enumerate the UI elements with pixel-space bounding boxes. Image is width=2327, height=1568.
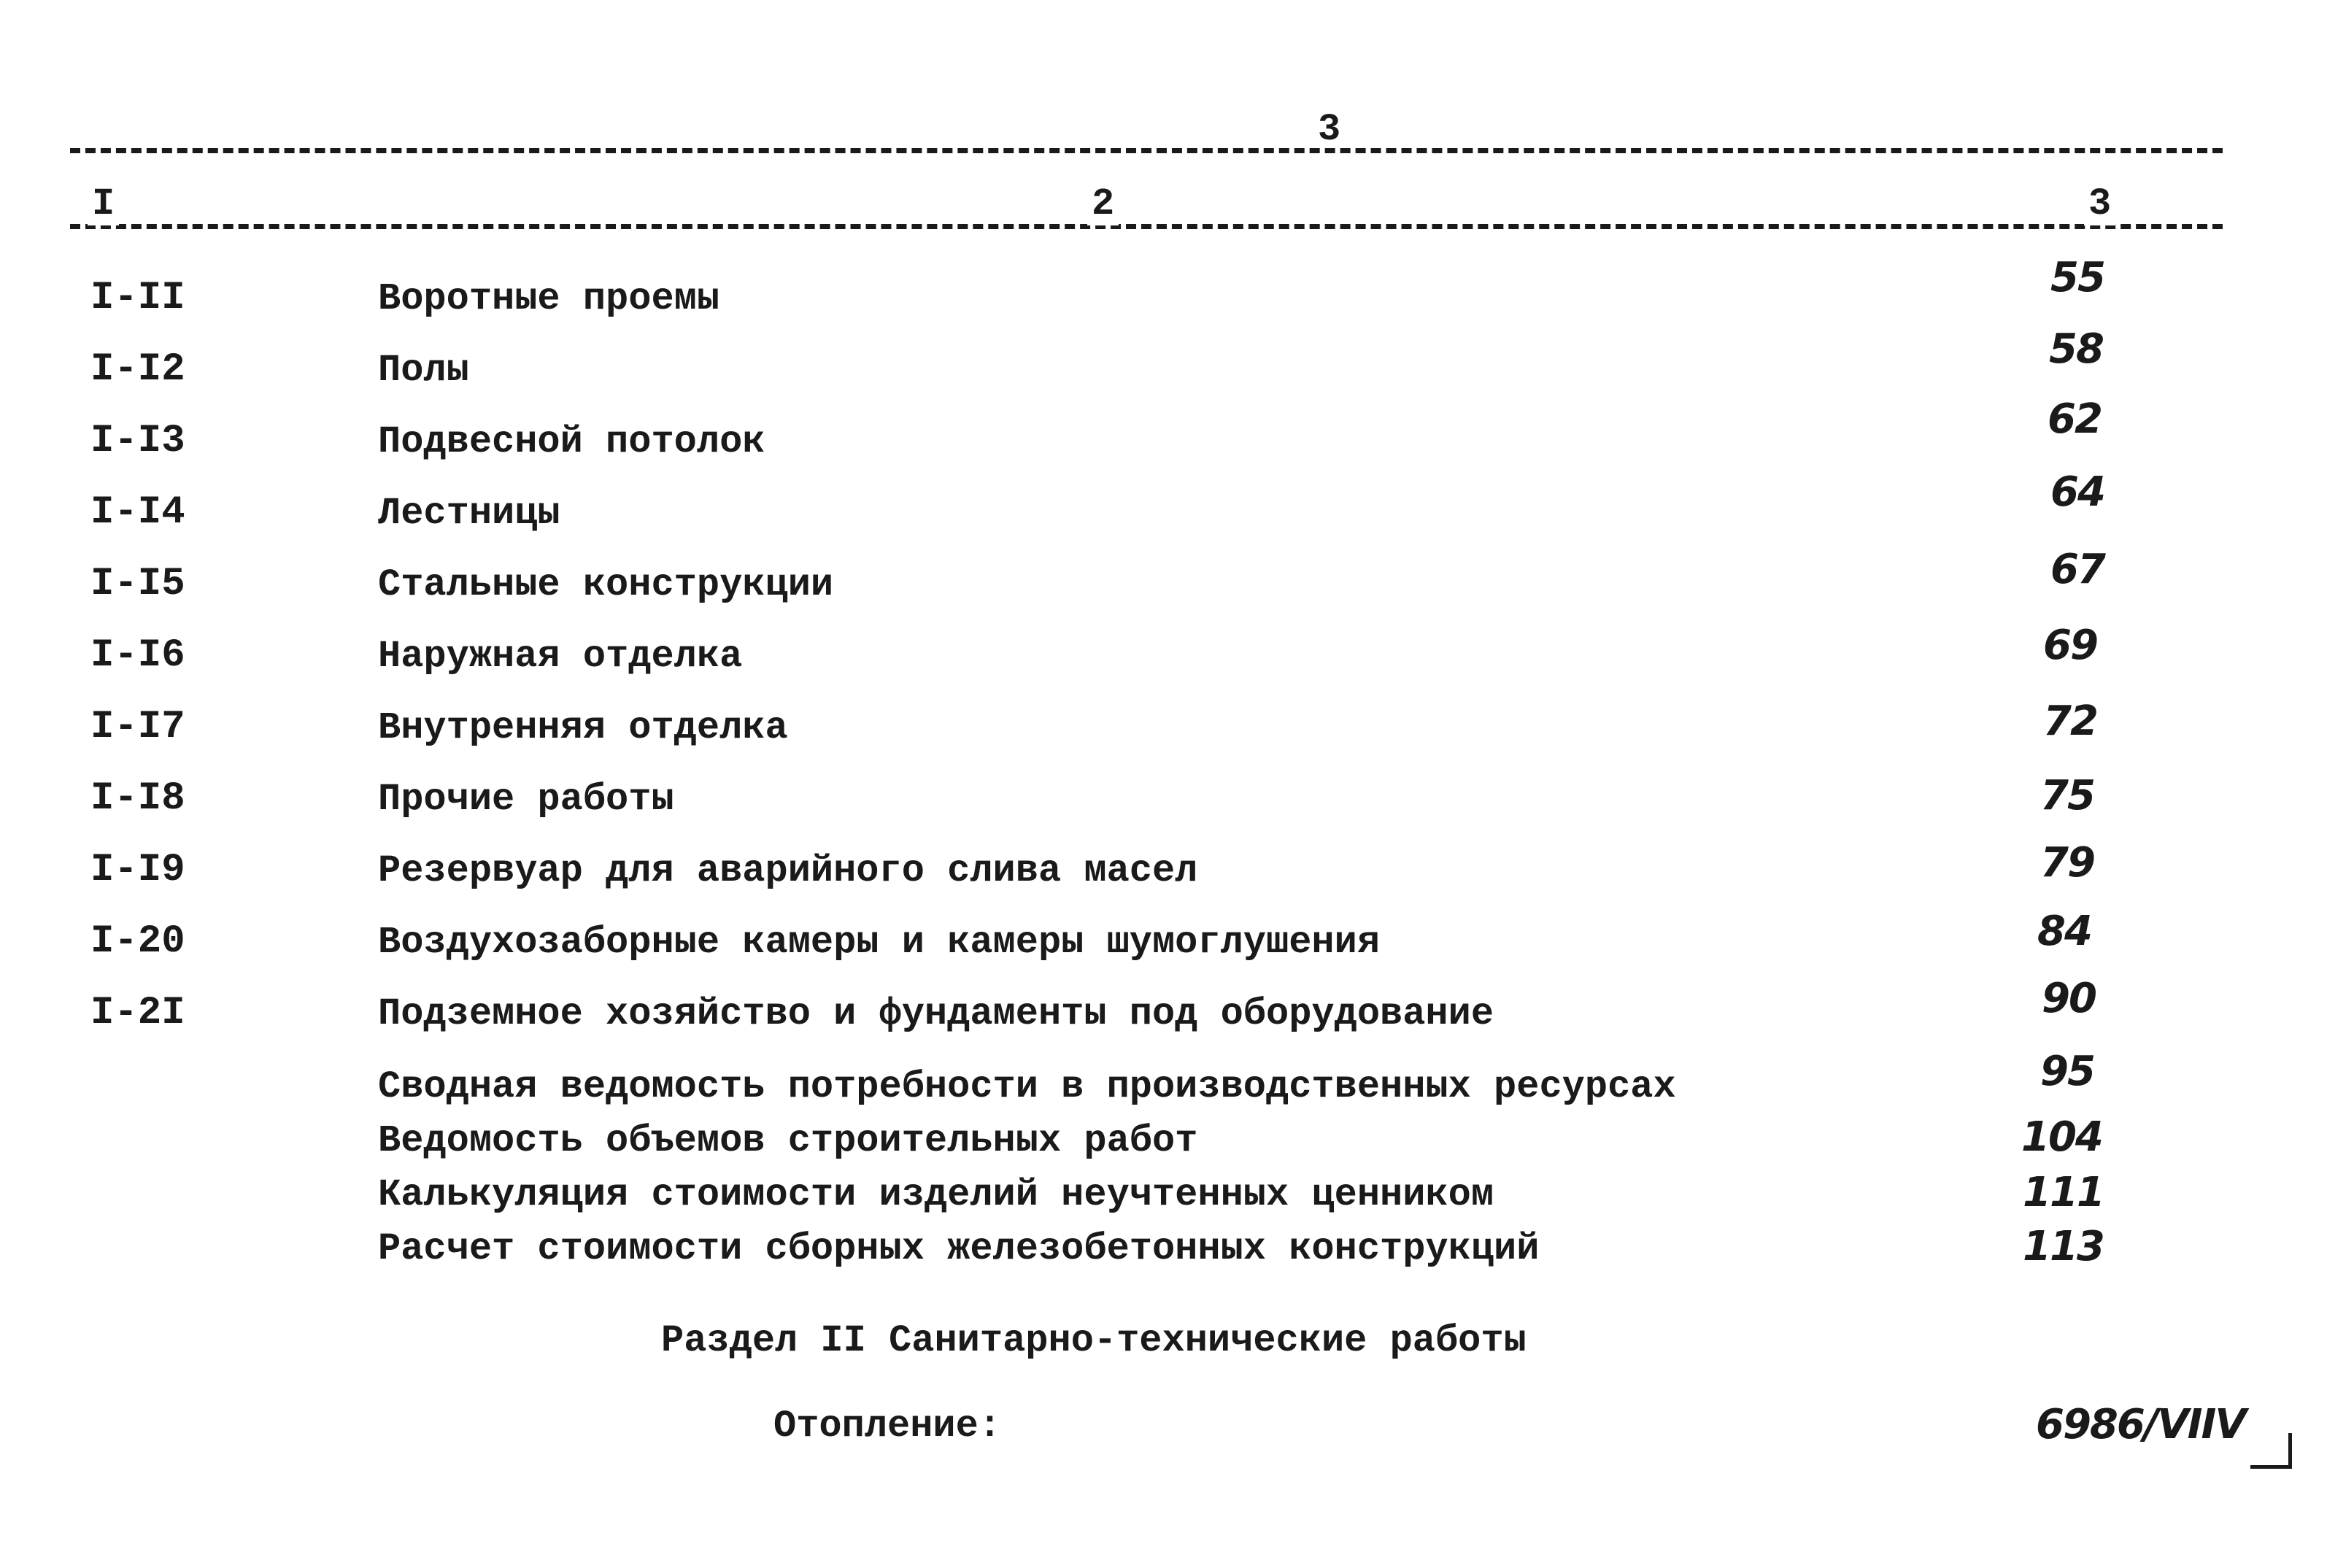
row-code: I-I6 bbox=[90, 633, 185, 678]
appendix-title: Калькуляция стоимости изделий неучтенных ценником bbox=[378, 1173, 1494, 1216]
row-code: I-20 bbox=[90, 919, 185, 964]
row-code: I-I8 bbox=[90, 776, 185, 821]
row-title: Стальные конструкции bbox=[378, 563, 834, 606]
row-code: I-I3 bbox=[90, 419, 185, 463]
row-code: I-I9 bbox=[90, 848, 185, 892]
row-code: I-I7 bbox=[90, 705, 185, 749]
section-heading: Раздел II Санитарно-технические работы bbox=[661, 1319, 1527, 1362]
row-page: 75 bbox=[2040, 772, 2094, 819]
appendix-page: 111 bbox=[2023, 1169, 2104, 1216]
subsection-heading: Отопление: bbox=[773, 1405, 1002, 1448]
row-title: Лестницы bbox=[378, 492, 560, 535]
row-page: 58 bbox=[2049, 325, 2103, 373]
row-code: I-I2 bbox=[90, 347, 185, 392]
column-header-3: 3 bbox=[2084, 182, 2115, 225]
column-dashed-rule bbox=[70, 224, 2223, 229]
appendix-page: 95 bbox=[2040, 1048, 2094, 1095]
row-title: Наружная отделка bbox=[378, 635, 743, 678]
header-dashed-rule bbox=[70, 148, 2223, 153]
row-code: I-I5 bbox=[90, 562, 185, 606]
row-page: 67 bbox=[2050, 546, 2104, 593]
row-code: I-2I bbox=[90, 991, 185, 1035]
appendix-title: Ведомость объемов строительных работ bbox=[378, 1119, 1198, 1162]
row-page: 79 bbox=[2040, 839, 2094, 887]
row-title: Внутренняя отделка bbox=[378, 706, 788, 749]
page-number: 3 bbox=[1318, 108, 1341, 151]
appendix-page: 113 bbox=[2023, 1223, 2104, 1270]
row-page: 55 bbox=[2050, 254, 2104, 301]
row-title: Полы bbox=[378, 349, 469, 392]
row-title: Подземное хозяйство и фундаменты под оборудование bbox=[378, 992, 1494, 1035]
appendix-title: Расчет стоимости сборных железобетонных конструкций bbox=[378, 1227, 1540, 1270]
row-code: I-II bbox=[90, 276, 185, 320]
appendix-title: Сводная ведомость потребности в производственных ресурсах bbox=[378, 1065, 1676, 1108]
row-page: 69 bbox=[2043, 622, 2097, 669]
inventory-mark: 6986/VIIV bbox=[2036, 1401, 2245, 1448]
column-header-2: 2 bbox=[1087, 182, 1119, 225]
row-title: Прочие работы bbox=[378, 778, 674, 821]
row-page: 64 bbox=[2050, 468, 2104, 516]
row-title: Резервуар для аварийного слива масел bbox=[378, 849, 1198, 892]
column-header-1: I bbox=[88, 182, 119, 225]
appendix-page: 104 bbox=[2021, 1113, 2102, 1161]
row-page: 84 bbox=[2037, 908, 2091, 955]
row-title: Подвесной потолок bbox=[378, 420, 765, 463]
row-page: 62 bbox=[2048, 395, 2102, 443]
row-title: Воротные проемы bbox=[378, 277, 720, 320]
corner-tick-mark bbox=[2250, 1433, 2292, 1469]
row-page: 90 bbox=[2042, 975, 2096, 1022]
row-code: I-I4 bbox=[90, 490, 185, 535]
row-title: Воздухозаборные камеры и камеры шумоглушения bbox=[378, 921, 1381, 964]
row-page: 72 bbox=[2043, 698, 2097, 745]
